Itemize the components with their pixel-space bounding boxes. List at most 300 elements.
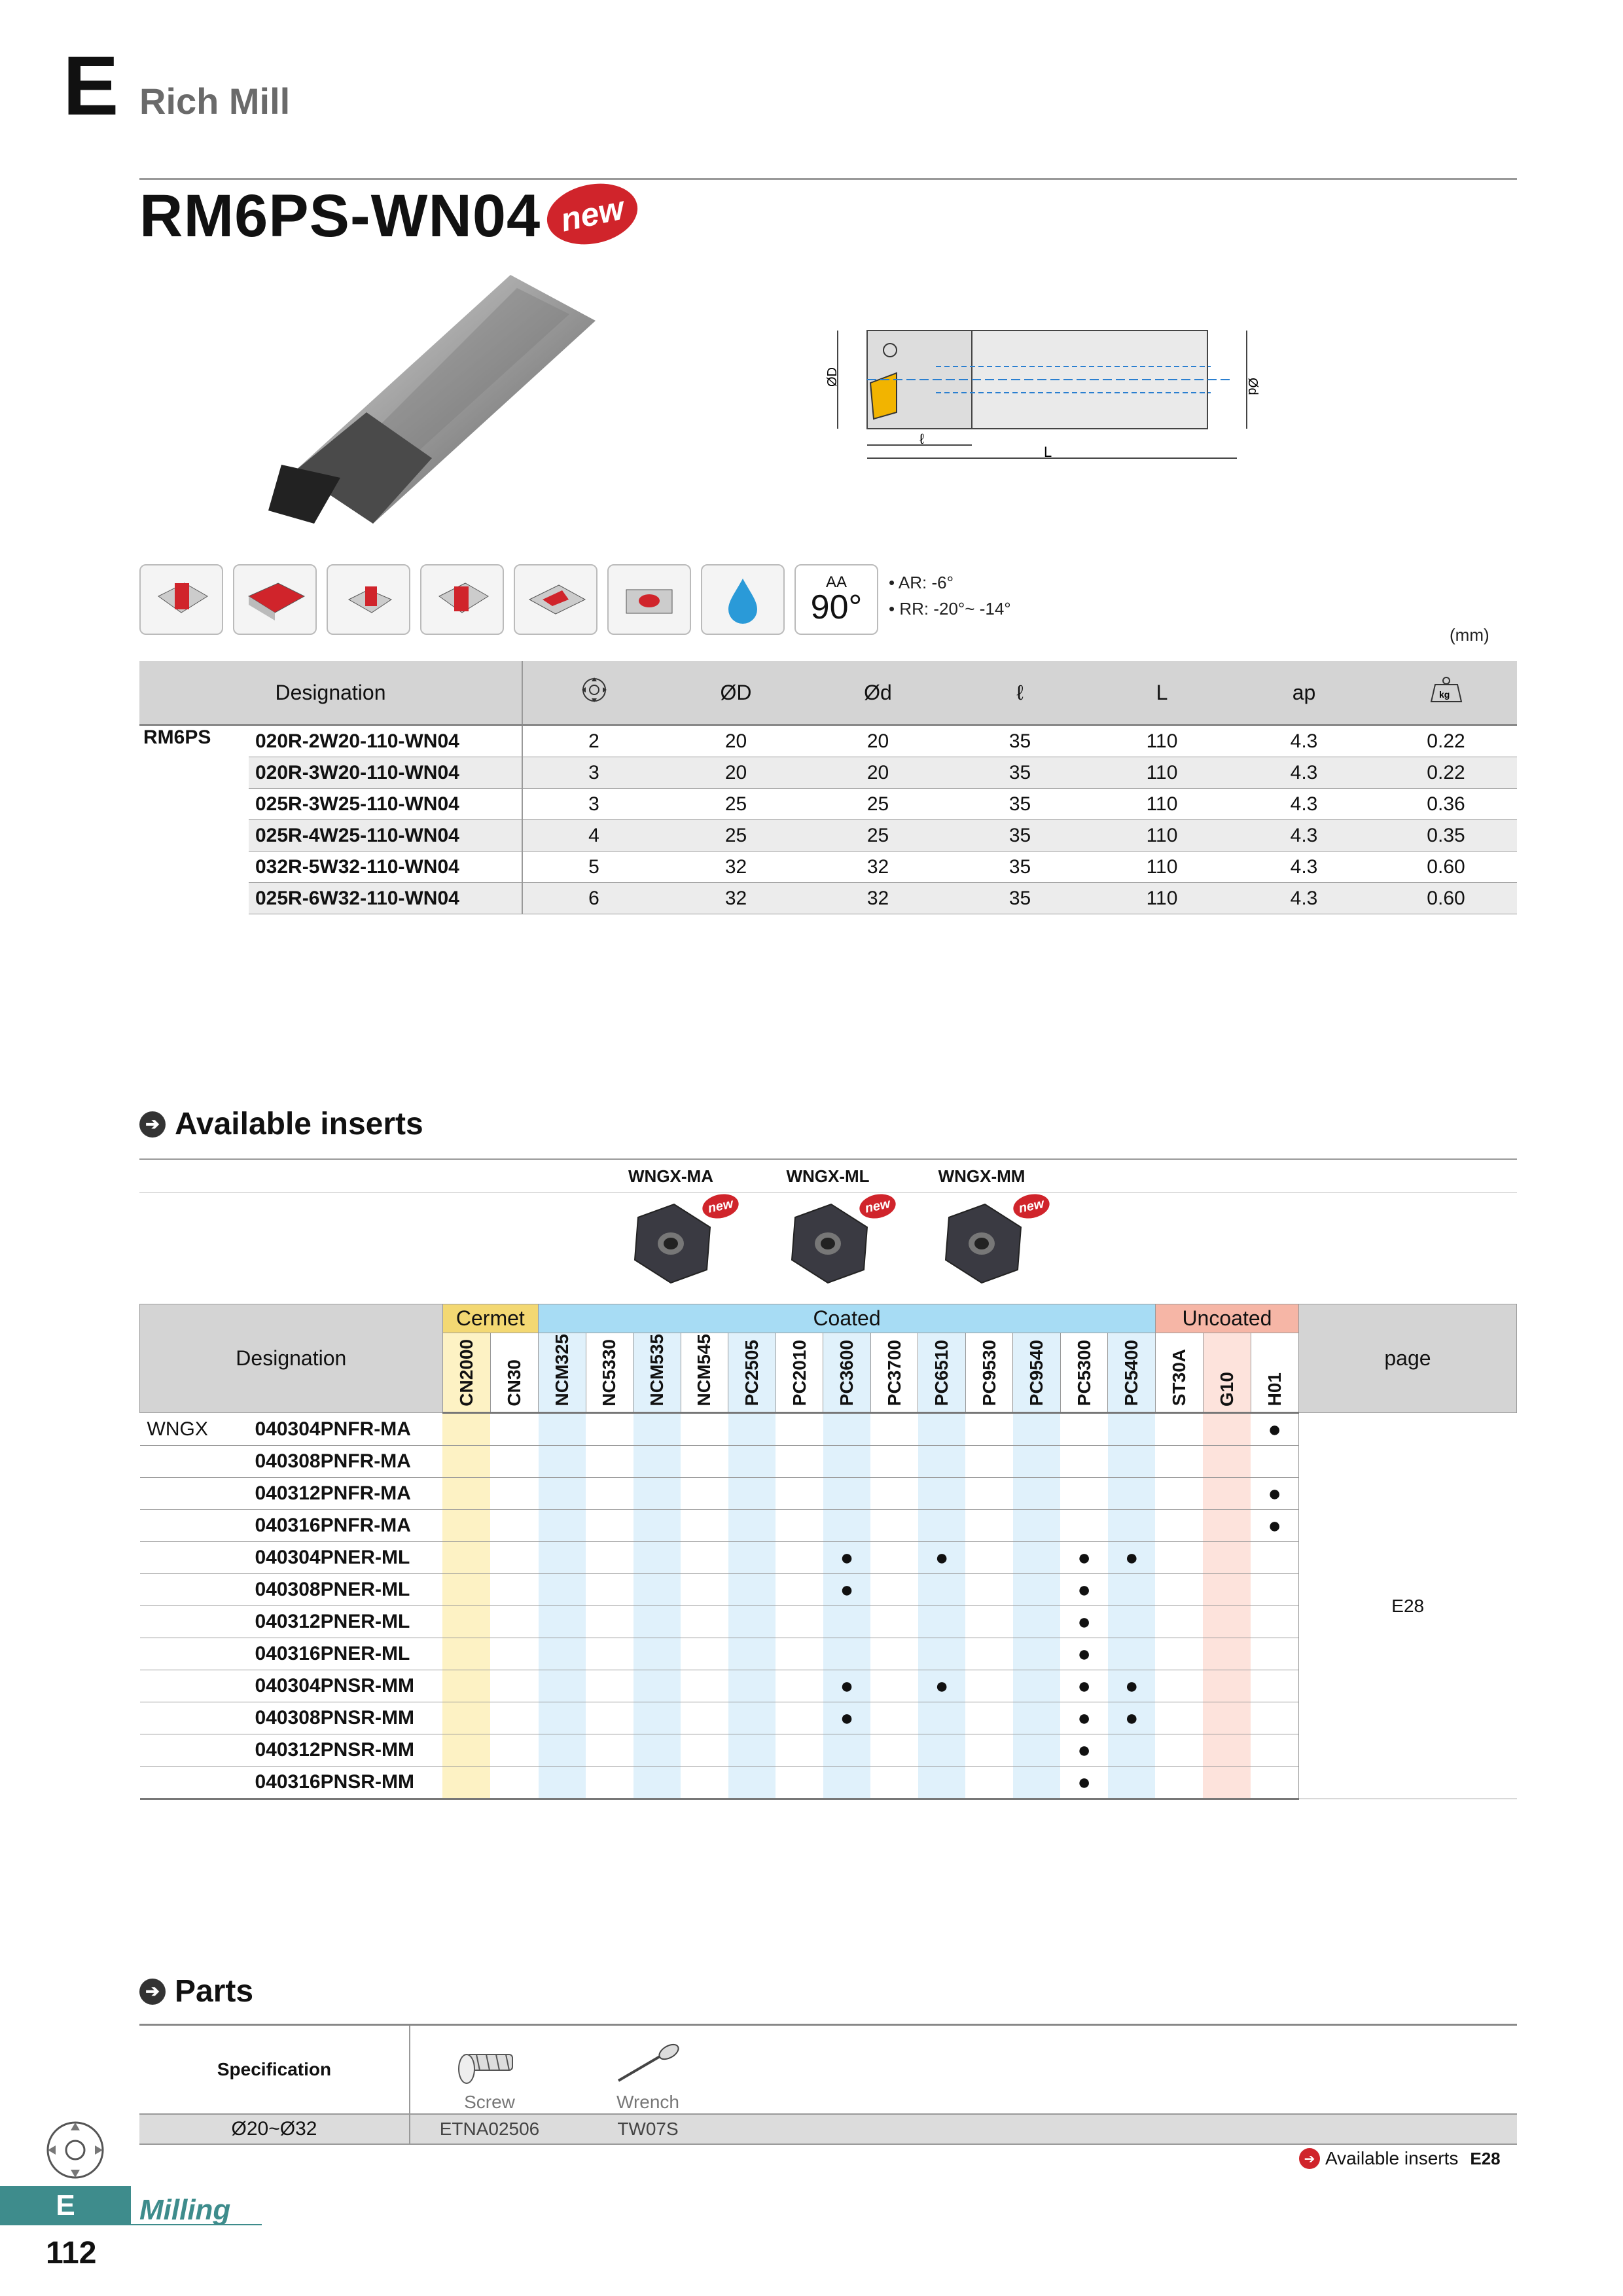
grade-cell xyxy=(1251,1670,1298,1702)
step-milling-icon xyxy=(327,564,410,635)
grade-cell xyxy=(681,1638,728,1670)
grade-cell xyxy=(586,1670,633,1702)
grade-cell xyxy=(1013,1542,1061,1574)
section-letter: E xyxy=(63,39,119,133)
table-row xyxy=(139,789,1517,820)
dim-D-label: ØD xyxy=(825,367,840,387)
grade-cell xyxy=(1155,1767,1203,1799)
grade-cell xyxy=(442,1413,490,1446)
insert-designation: 040308PNER-ML xyxy=(140,1574,443,1606)
grade-cell xyxy=(870,1413,918,1446)
grade-cell xyxy=(823,1638,871,1670)
cell-ap: 4.3 xyxy=(1233,820,1375,852)
grade-cell xyxy=(918,1767,966,1799)
grade-cell xyxy=(776,1670,823,1702)
grade-cell xyxy=(1060,1413,1108,1446)
grade-cell xyxy=(539,1702,586,1734)
grade-cell xyxy=(681,1413,728,1446)
insert-designation: 040304PNSR-MM xyxy=(140,1670,443,1702)
grade-cell xyxy=(1251,1574,1298,1606)
cell-z: 6 xyxy=(522,883,665,914)
grade-cell xyxy=(870,1702,918,1734)
availability-mark: ● xyxy=(823,1702,871,1734)
availability-mark: ● xyxy=(1060,1606,1108,1638)
grade-cell xyxy=(586,1767,633,1799)
grade-cell xyxy=(918,1574,966,1606)
cell-l: 35 xyxy=(949,852,1091,883)
grade-header: NCM545 xyxy=(681,1333,728,1413)
availability-mark: ● xyxy=(918,1542,966,1574)
screw-code: ETNA02506 xyxy=(439,2119,540,2139)
grade-cell xyxy=(918,1413,966,1446)
grade-cell xyxy=(965,1413,1013,1446)
grade-cell xyxy=(681,1670,728,1702)
cell-ap: 4.3 xyxy=(1233,852,1375,883)
availability-mark: ● xyxy=(1251,1478,1298,1510)
cell-l: 35 xyxy=(949,820,1091,852)
face-milling-icon xyxy=(233,564,317,635)
grade-cell xyxy=(442,1734,490,1767)
cell-kg: 0.22 xyxy=(1375,757,1517,789)
cell-d: 20 xyxy=(807,757,949,789)
grade-cell xyxy=(823,1478,871,1510)
grade-cell xyxy=(539,1638,586,1670)
radial-rake-note: • RR: -20°~ -14° xyxy=(889,599,1011,619)
grade-header: NC5330 xyxy=(586,1333,633,1413)
page-ref[interactable]: E28 xyxy=(1298,1413,1516,1799)
grade-cell xyxy=(681,1574,728,1606)
grade-cell xyxy=(633,1767,681,1799)
grade-cell xyxy=(539,1767,586,1799)
grade-cell xyxy=(633,1734,681,1767)
grade-cell xyxy=(1060,1446,1108,1478)
grade-cell xyxy=(633,1446,681,1478)
grade-cell xyxy=(586,1413,633,1446)
grade-cell xyxy=(586,1574,633,1606)
grade-cell xyxy=(490,1606,538,1638)
grade-cell xyxy=(870,1574,918,1606)
th-teeth xyxy=(522,661,665,725)
grade-cell xyxy=(918,1606,966,1638)
cell-L: 110 xyxy=(1091,883,1233,914)
grade-cell xyxy=(539,1734,586,1767)
tool-photo xyxy=(242,262,615,537)
grade-cell xyxy=(776,1413,823,1446)
availability-mark: ● xyxy=(1060,1702,1108,1734)
cell-z: 3 xyxy=(522,789,665,820)
grade-cell xyxy=(728,1542,776,1574)
availability-mark: ● xyxy=(1108,1670,1156,1702)
grade-cell xyxy=(490,1767,538,1799)
grade-cell xyxy=(1251,1702,1298,1734)
section-tab: E xyxy=(0,2186,131,2225)
grade-cell xyxy=(965,1670,1013,1702)
grade-cell xyxy=(1203,1542,1251,1574)
grade-cell xyxy=(918,1510,966,1542)
insert-designation: 040308PNSR-MM xyxy=(140,1702,443,1734)
th-D: ØD xyxy=(665,661,807,725)
th-L: L xyxy=(1091,661,1233,725)
grade-cell xyxy=(442,1478,490,1510)
grade-header: PC3600 xyxy=(823,1333,871,1413)
insert-designation: 040316PNER-ML xyxy=(140,1638,443,1670)
grade-cell xyxy=(1155,1670,1203,1702)
grade-cell xyxy=(586,1542,633,1574)
grade-cell xyxy=(681,1478,728,1510)
grade-cell xyxy=(1060,1478,1108,1510)
grade-cell xyxy=(870,1670,918,1702)
cell-ap: 4.3 xyxy=(1233,725,1375,757)
grade-cell xyxy=(870,1638,918,1670)
grade-cell xyxy=(442,1510,490,1542)
grade-cell xyxy=(823,1734,871,1767)
grade-cell xyxy=(539,1670,586,1702)
grade-cell xyxy=(633,1542,681,1574)
grade-header: NCM325 xyxy=(539,1333,586,1413)
grade-cell xyxy=(633,1670,681,1702)
grade-cell xyxy=(490,1734,538,1767)
grade-cell xyxy=(681,1702,728,1734)
plunge-icon xyxy=(607,564,691,635)
new-badge: new xyxy=(857,1191,898,1222)
grade-cell xyxy=(490,1542,538,1574)
link-arrow-icon: ➔ xyxy=(1299,2148,1320,2169)
insert-designation: 040316PNSR-MM xyxy=(140,1767,443,1799)
availability-mark: ● xyxy=(1251,1510,1298,1542)
category-label: Milling xyxy=(139,2194,231,2226)
grade-cell xyxy=(1203,1413,1251,1446)
cell-z: 5 xyxy=(522,852,665,883)
grade-cell xyxy=(918,1702,966,1734)
grade-cell xyxy=(490,1446,538,1478)
availability-mark: ● xyxy=(1251,1413,1298,1446)
grade-cell xyxy=(586,1446,633,1478)
grade-cell xyxy=(1013,1767,1061,1799)
grade-cell xyxy=(728,1413,776,1446)
cell-L: 110 xyxy=(1091,820,1233,852)
grade-cell xyxy=(918,1638,966,1670)
group-uncoated: Uncoated xyxy=(1155,1304,1298,1333)
grade-header: PC5300 xyxy=(1060,1333,1108,1413)
grade-cell xyxy=(633,1478,681,1510)
unit-label: (mm) xyxy=(1450,625,1489,645)
grade-cell xyxy=(1155,1606,1203,1638)
cell-d: 25 xyxy=(807,789,949,820)
insert-designation: WNGX 040304PNFR-MA xyxy=(140,1413,443,1446)
grade-cell xyxy=(965,1702,1013,1734)
grade-cell xyxy=(681,1606,728,1638)
grade-cell xyxy=(1203,1638,1251,1670)
wrench-label: Wrench xyxy=(616,2092,679,2112)
insert-designation: 040304PNER-ML xyxy=(140,1542,443,1574)
grade-cell xyxy=(728,1670,776,1702)
grade-cell xyxy=(1251,1606,1298,1638)
grade-cell xyxy=(1060,1510,1108,1542)
cell-des: 020R-3W20-110-WN04 xyxy=(249,757,522,789)
availability-mark: ● xyxy=(823,1574,871,1606)
grade-cell xyxy=(539,1478,586,1510)
cell-z: 3 xyxy=(522,757,665,789)
grade-cell xyxy=(1203,1574,1251,1606)
grade-cell xyxy=(870,1542,918,1574)
grade-cell xyxy=(1108,1510,1156,1542)
grade-cell xyxy=(965,1542,1013,1574)
slotting-icon xyxy=(420,564,504,635)
available-inserts-link[interactable]: ➔ Available inserts E28 xyxy=(1299,2148,1501,2169)
grade-cell xyxy=(965,1510,1013,1542)
cell-L: 110 xyxy=(1091,725,1233,757)
grade-cell xyxy=(965,1446,1013,1478)
grade-cell xyxy=(539,1446,586,1478)
grade-cell xyxy=(1251,1767,1298,1799)
grade-cell xyxy=(490,1670,538,1702)
cell-L: 110 xyxy=(1091,789,1233,820)
grade-cell xyxy=(776,1702,823,1734)
section-arrow-icon: ➔ xyxy=(139,1111,166,1138)
product-title: RM6PS-WN04 xyxy=(139,183,541,249)
grade-header: PC5400 xyxy=(1108,1333,1156,1413)
cell-D: 25 xyxy=(665,820,807,852)
grade-cell xyxy=(776,1638,823,1670)
cell-z: 4 xyxy=(522,820,665,852)
group-cermet: Cermet xyxy=(442,1304,538,1333)
new-badge: new xyxy=(541,175,643,252)
grade-cell xyxy=(776,1767,823,1799)
grade-cell xyxy=(918,1478,966,1510)
grade-cell xyxy=(490,1510,538,1542)
table-row xyxy=(139,757,1517,789)
screw-label: Screw xyxy=(464,2092,515,2112)
grade-cell xyxy=(965,1574,1013,1606)
grade-cell xyxy=(681,1510,728,1542)
cell-des: 025R-6W32-110-WN04 xyxy=(249,883,522,914)
available-inserts-heading: ➔ Available inserts xyxy=(139,1106,423,1142)
grade-cell xyxy=(539,1574,586,1606)
grade-cell xyxy=(1251,1638,1298,1670)
grade-cell xyxy=(1108,1606,1156,1638)
th-l: ℓ xyxy=(949,661,1091,725)
grade-cell xyxy=(633,1638,681,1670)
grade-header: PC6510 xyxy=(918,1333,966,1413)
grade-cell xyxy=(1203,1510,1251,1542)
insert-designation: 040312PNSR-MM xyxy=(140,1734,443,1767)
grade-cell xyxy=(1155,1702,1203,1734)
grade-header: H01 xyxy=(1251,1333,1298,1413)
new-badge: new xyxy=(1011,1191,1052,1222)
grade-cell xyxy=(681,1734,728,1767)
cell-d: 32 xyxy=(807,883,949,914)
cell-kg: 0.36 xyxy=(1375,789,1517,820)
grade-cell xyxy=(823,1446,871,1478)
wrench-cell xyxy=(569,2026,727,2114)
grade-cell xyxy=(1108,1413,1156,1446)
grade-cell xyxy=(1013,1670,1061,1702)
grade-cell xyxy=(728,1606,776,1638)
cell-d: 20 xyxy=(807,725,949,757)
grade-cell xyxy=(1155,1478,1203,1510)
cell-des: 025R-3W25-110-WN04 xyxy=(249,789,522,820)
coolant-drop-icon xyxy=(701,564,785,635)
grade-cell xyxy=(728,1574,776,1606)
grade-cell xyxy=(776,1606,823,1638)
th-designation: Designation xyxy=(139,661,522,725)
grade-cell xyxy=(1013,1478,1061,1510)
grade-cell xyxy=(633,1510,681,1542)
grade-cell xyxy=(1203,1446,1251,1478)
grade-cell xyxy=(539,1413,586,1446)
cell-kg: 0.60 xyxy=(1375,883,1517,914)
cell-l: 35 xyxy=(949,757,1091,789)
availability-mark: ● xyxy=(1060,1542,1108,1574)
inserts-divider xyxy=(139,1158,1517,1160)
grade-cell xyxy=(965,1734,1013,1767)
grade-cell xyxy=(1013,1734,1061,1767)
grade-cell xyxy=(681,1767,728,1799)
insert-name: WNGX-MA xyxy=(628,1166,713,1186)
grade-cell xyxy=(1013,1413,1061,1446)
grade-cell xyxy=(681,1542,728,1574)
grade-cell xyxy=(490,1702,538,1734)
screw-cell xyxy=(410,2026,569,2114)
grade-cell xyxy=(918,1734,966,1767)
section-name: Rich Mill xyxy=(139,81,291,122)
availability-mark: ● xyxy=(1060,1638,1108,1670)
th-d: Ød xyxy=(807,661,949,725)
grade-cell xyxy=(586,1734,633,1767)
grade-cell xyxy=(1203,1478,1251,1510)
grade-cell xyxy=(870,1606,918,1638)
grade-header: G10 xyxy=(1203,1333,1251,1413)
cell-l: 35 xyxy=(949,789,1091,820)
grade-cell xyxy=(1155,1446,1203,1478)
grade-cell xyxy=(1251,1542,1298,1574)
cell-z: 2 xyxy=(522,725,665,757)
availability-mark: ● xyxy=(1060,1767,1108,1799)
grade-cell xyxy=(442,1606,490,1638)
ramping-icon xyxy=(514,564,597,635)
grade-cell xyxy=(1251,1734,1298,1767)
grade-cell xyxy=(870,1767,918,1799)
grade-header: CN30 xyxy=(490,1333,538,1413)
grade-header: PC3700 xyxy=(870,1333,918,1413)
grade-cell xyxy=(442,1702,490,1734)
grade-cell xyxy=(965,1606,1013,1638)
grade-cell xyxy=(586,1606,633,1638)
grade-cell xyxy=(539,1542,586,1574)
wrench-icon xyxy=(609,2041,687,2087)
cell-ap: 4.3 xyxy=(1233,883,1375,914)
availability-mark: ● xyxy=(823,1670,871,1702)
grade-cell xyxy=(442,1638,490,1670)
section-arrow-icon: ➔ xyxy=(139,1979,166,2005)
grade-cell xyxy=(586,1638,633,1670)
grade-cell xyxy=(776,1574,823,1606)
grade-cell xyxy=(728,1638,776,1670)
cell-des: 025R-4W25-110-WN04 xyxy=(249,820,522,852)
table-row xyxy=(139,820,1517,852)
grade-cell xyxy=(776,1510,823,1542)
svg-text:kg: kg xyxy=(1438,689,1450,700)
milling-cutter-icon xyxy=(39,2117,111,2183)
cell-D: 32 xyxy=(665,883,807,914)
grade-cell xyxy=(776,1446,823,1478)
grade-cell xyxy=(728,1446,776,1478)
availability-mark: ● xyxy=(1060,1574,1108,1606)
availability-mark: ● xyxy=(823,1542,871,1574)
availability-mark: ● xyxy=(918,1670,966,1702)
grade-cell xyxy=(586,1702,633,1734)
header-divider xyxy=(139,178,1517,180)
grade-cell xyxy=(1108,1478,1156,1510)
availability-mark: ● xyxy=(1108,1542,1156,1574)
grade-cell xyxy=(633,1702,681,1734)
grade-cell xyxy=(965,1478,1013,1510)
table-row xyxy=(139,883,1517,914)
grade-cell xyxy=(776,1542,823,1574)
grade-header: NCM535 xyxy=(633,1333,681,1413)
dim-L-label: L xyxy=(1044,444,1052,460)
cell-l: 35 xyxy=(949,883,1091,914)
grade-cell xyxy=(1203,1734,1251,1767)
grade-cell xyxy=(823,1413,871,1446)
grade-cell xyxy=(918,1446,966,1478)
grade-cell xyxy=(1203,1767,1251,1799)
grade-cell xyxy=(870,1510,918,1542)
grade-cell xyxy=(1108,1574,1156,1606)
grade-cell xyxy=(586,1510,633,1542)
grade-cell xyxy=(823,1510,871,1542)
grade-cell xyxy=(728,1734,776,1767)
grade-cell xyxy=(823,1606,871,1638)
teeth-count-icon xyxy=(580,675,609,704)
grade-cell xyxy=(539,1510,586,1542)
grade-cell xyxy=(1013,1702,1061,1734)
cell-kg: 0.22 xyxy=(1375,725,1517,757)
cell-kg: 0.35 xyxy=(1375,820,1517,852)
insert-name: WNGX-ML xyxy=(786,1166,870,1186)
grade-cell xyxy=(1155,1542,1203,1574)
cell-D: 32 xyxy=(665,852,807,883)
grade-cell xyxy=(823,1767,871,1799)
cell-l: 35 xyxy=(949,725,1091,757)
grade-header: PC9540 xyxy=(1013,1333,1061,1413)
insert-designation: 040316PNFR-MA xyxy=(140,1510,443,1542)
cell-des: 032R-5W32-110-WN04 xyxy=(249,852,522,883)
grade-cell xyxy=(442,1670,490,1702)
grade-cell xyxy=(1013,1510,1061,1542)
grade-cell xyxy=(1108,1446,1156,1478)
grade-cell xyxy=(1108,1767,1156,1799)
grade-cell xyxy=(442,1446,490,1478)
table-row xyxy=(139,852,1517,883)
grade-cell xyxy=(1108,1638,1156,1670)
grade-cell xyxy=(442,1767,490,1799)
grade-cell xyxy=(490,1574,538,1606)
grade-header: PC2505 xyxy=(728,1333,776,1413)
grade-cell xyxy=(1013,1606,1061,1638)
grade-cell xyxy=(870,1478,918,1510)
th-page: page xyxy=(1298,1304,1516,1413)
parts-heading: ➔ Parts xyxy=(139,1973,253,2009)
weight-icon xyxy=(1430,675,1463,704)
grade-cell xyxy=(965,1638,1013,1670)
cell-D: 20 xyxy=(665,757,807,789)
cell-L: 110 xyxy=(1091,757,1233,789)
new-badge: new xyxy=(700,1191,741,1222)
technical-drawing xyxy=(818,321,1289,478)
grade-cell xyxy=(1203,1670,1251,1702)
dim-d-label: Ød xyxy=(1245,378,1260,395)
